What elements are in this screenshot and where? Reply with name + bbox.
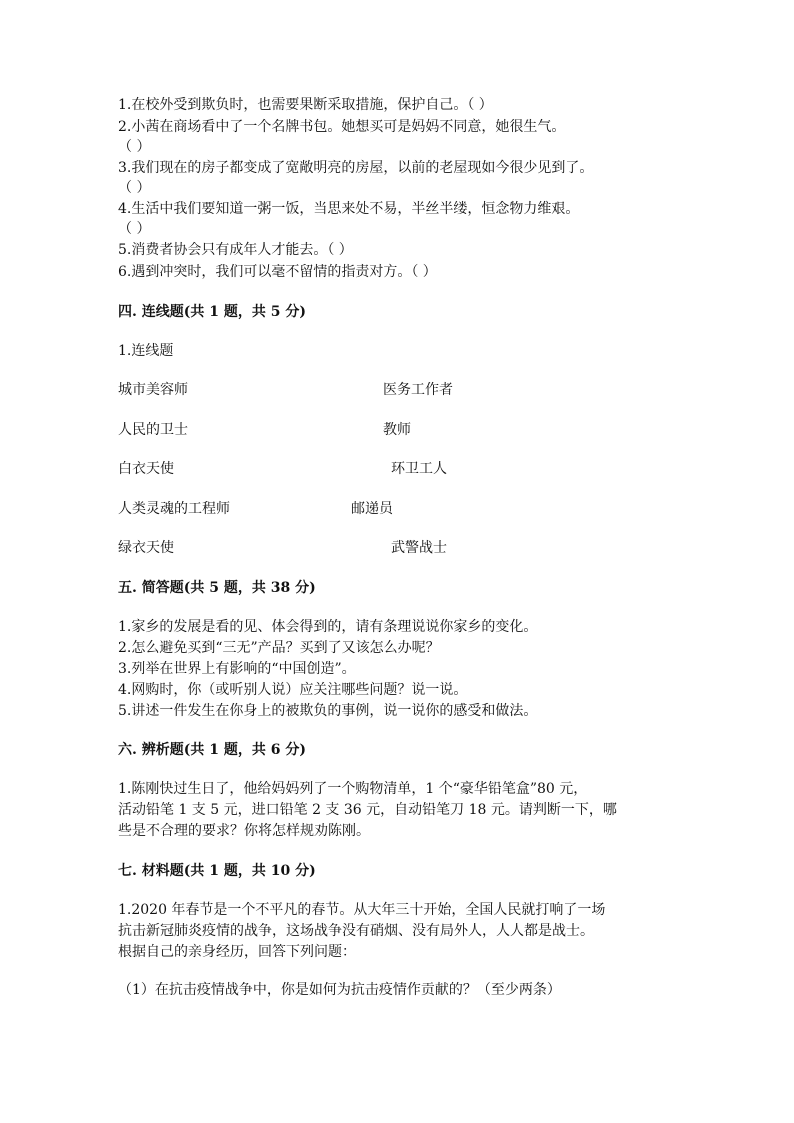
short-answer-question-5: 5.讲述一件发生在你身上的被欺负的事例，说一说你的感受和做法。 [118, 703, 538, 719]
tf-question-6: 6.遇到冲突时，我们可以毫不留情的指责对方。（ ） [118, 264, 437, 280]
analysis-question-line-3: 些是不合理的要求？你将怎样规劝陈刚。 [118, 823, 370, 839]
tf-answer-blank-2: （ ） [118, 139, 151, 155]
short-answer-question-3: 3.列举在世界上有影响的“中国创造”。 [118, 661, 356, 677]
section-heading-analysis: 六. 辨析题(共 1 题，共 6 分) [118, 742, 306, 758]
matching-left-item-4: 人类灵魂的工程师 [118, 501, 230, 517]
matching-question: 1.连线题 [118, 343, 174, 359]
matching-left-item-2: 人民的卫士 [118, 422, 188, 438]
matching-left-item-3: 白衣天使 [118, 461, 174, 477]
matching-left-item-5: 绿衣天使 [118, 540, 174, 556]
short-answer-question-2: 2.怎么避免买到“三无”产品？买到了又该怎么办呢？ [118, 640, 440, 656]
matching-right-item-4: 邮递员 [351, 501, 393, 517]
section-heading-matching: 四. 连线题(共 1 题，共 5 分) [118, 304, 306, 320]
section-heading-material: 七. 材料题(共 1 题，共 10 分) [118, 863, 316, 879]
section-heading-short-answer: 五. 简答题(共 5 题，共 38 分) [118, 580, 316, 596]
tf-question-1: 1.在校外受到欺负时，也需要果断采取措施，保护自己。（ ） [118, 97, 493, 113]
tf-question-3: 3.我们现在的房子都变成了宽敞明亮的房屋，以前的老屋现如今很少见到了。 [118, 160, 594, 176]
material-text-line-3: 根据自己的亲身经历，回答下列问题： [118, 944, 356, 960]
material-text-line-2: 抗击新冠肺炎疫情的战争，这场战争没有硝烟、没有局外人，人人都是战士。 [118, 923, 594, 939]
short-answer-question-1: 1.家乡的发展是看的见、体会得到的，请有条理说说你家乡的变化。 [118, 619, 538, 635]
material-subquestion-1: （1）在抗击疫情战争中，你是如何为抗击疫情作贡献的？（至少两条） [118, 982, 561, 998]
matching-right-item-3: 环卫工人 [391, 461, 447, 477]
tf-answer-blank-3: （ ） [118, 180, 151, 196]
material-text-line-1: 1.2020 年春节是一个不平凡的春节。从大年三十开始，全国人民就打响了一场 [118, 902, 606, 918]
tf-answer-blank-4: （ ） [118, 221, 151, 237]
tf-question-2: 2.小茜在商场看中了一个名牌书包。她想买可是妈妈不同意，她很生气。 [118, 119, 566, 135]
short-answer-question-4: 4.网购时，你（或听别人说）应关注哪些问题？说一说。 [118, 682, 468, 698]
matching-right-item-1: 医务工作者 [383, 382, 453, 398]
matching-right-item-5: 武警战士 [391, 540, 447, 556]
matching-right-item-2: 教师 [383, 422, 411, 438]
tf-question-4: 4.生活中我们要知道一粥一饭，当思来处不易，半丝半缕，恒念物力维艰。 [118, 201, 580, 217]
analysis-question-line-2: 活动铅笔 1 支 5 元，进口铅笔 2 支 36 元，自动铅笔刀 18 元。请判断一下，哪 [118, 802, 617, 818]
analysis-question-line-1: 1.陈刚快过生日了，他给妈妈列了一个购物清单，1 个“豪华铅笔盒”80 元， [118, 781, 588, 797]
matching-left-item-1: 城市美容师 [118, 382, 188, 398]
tf-question-5: 5.消费者协会只有成年人才能去。（ ） [118, 242, 353, 258]
